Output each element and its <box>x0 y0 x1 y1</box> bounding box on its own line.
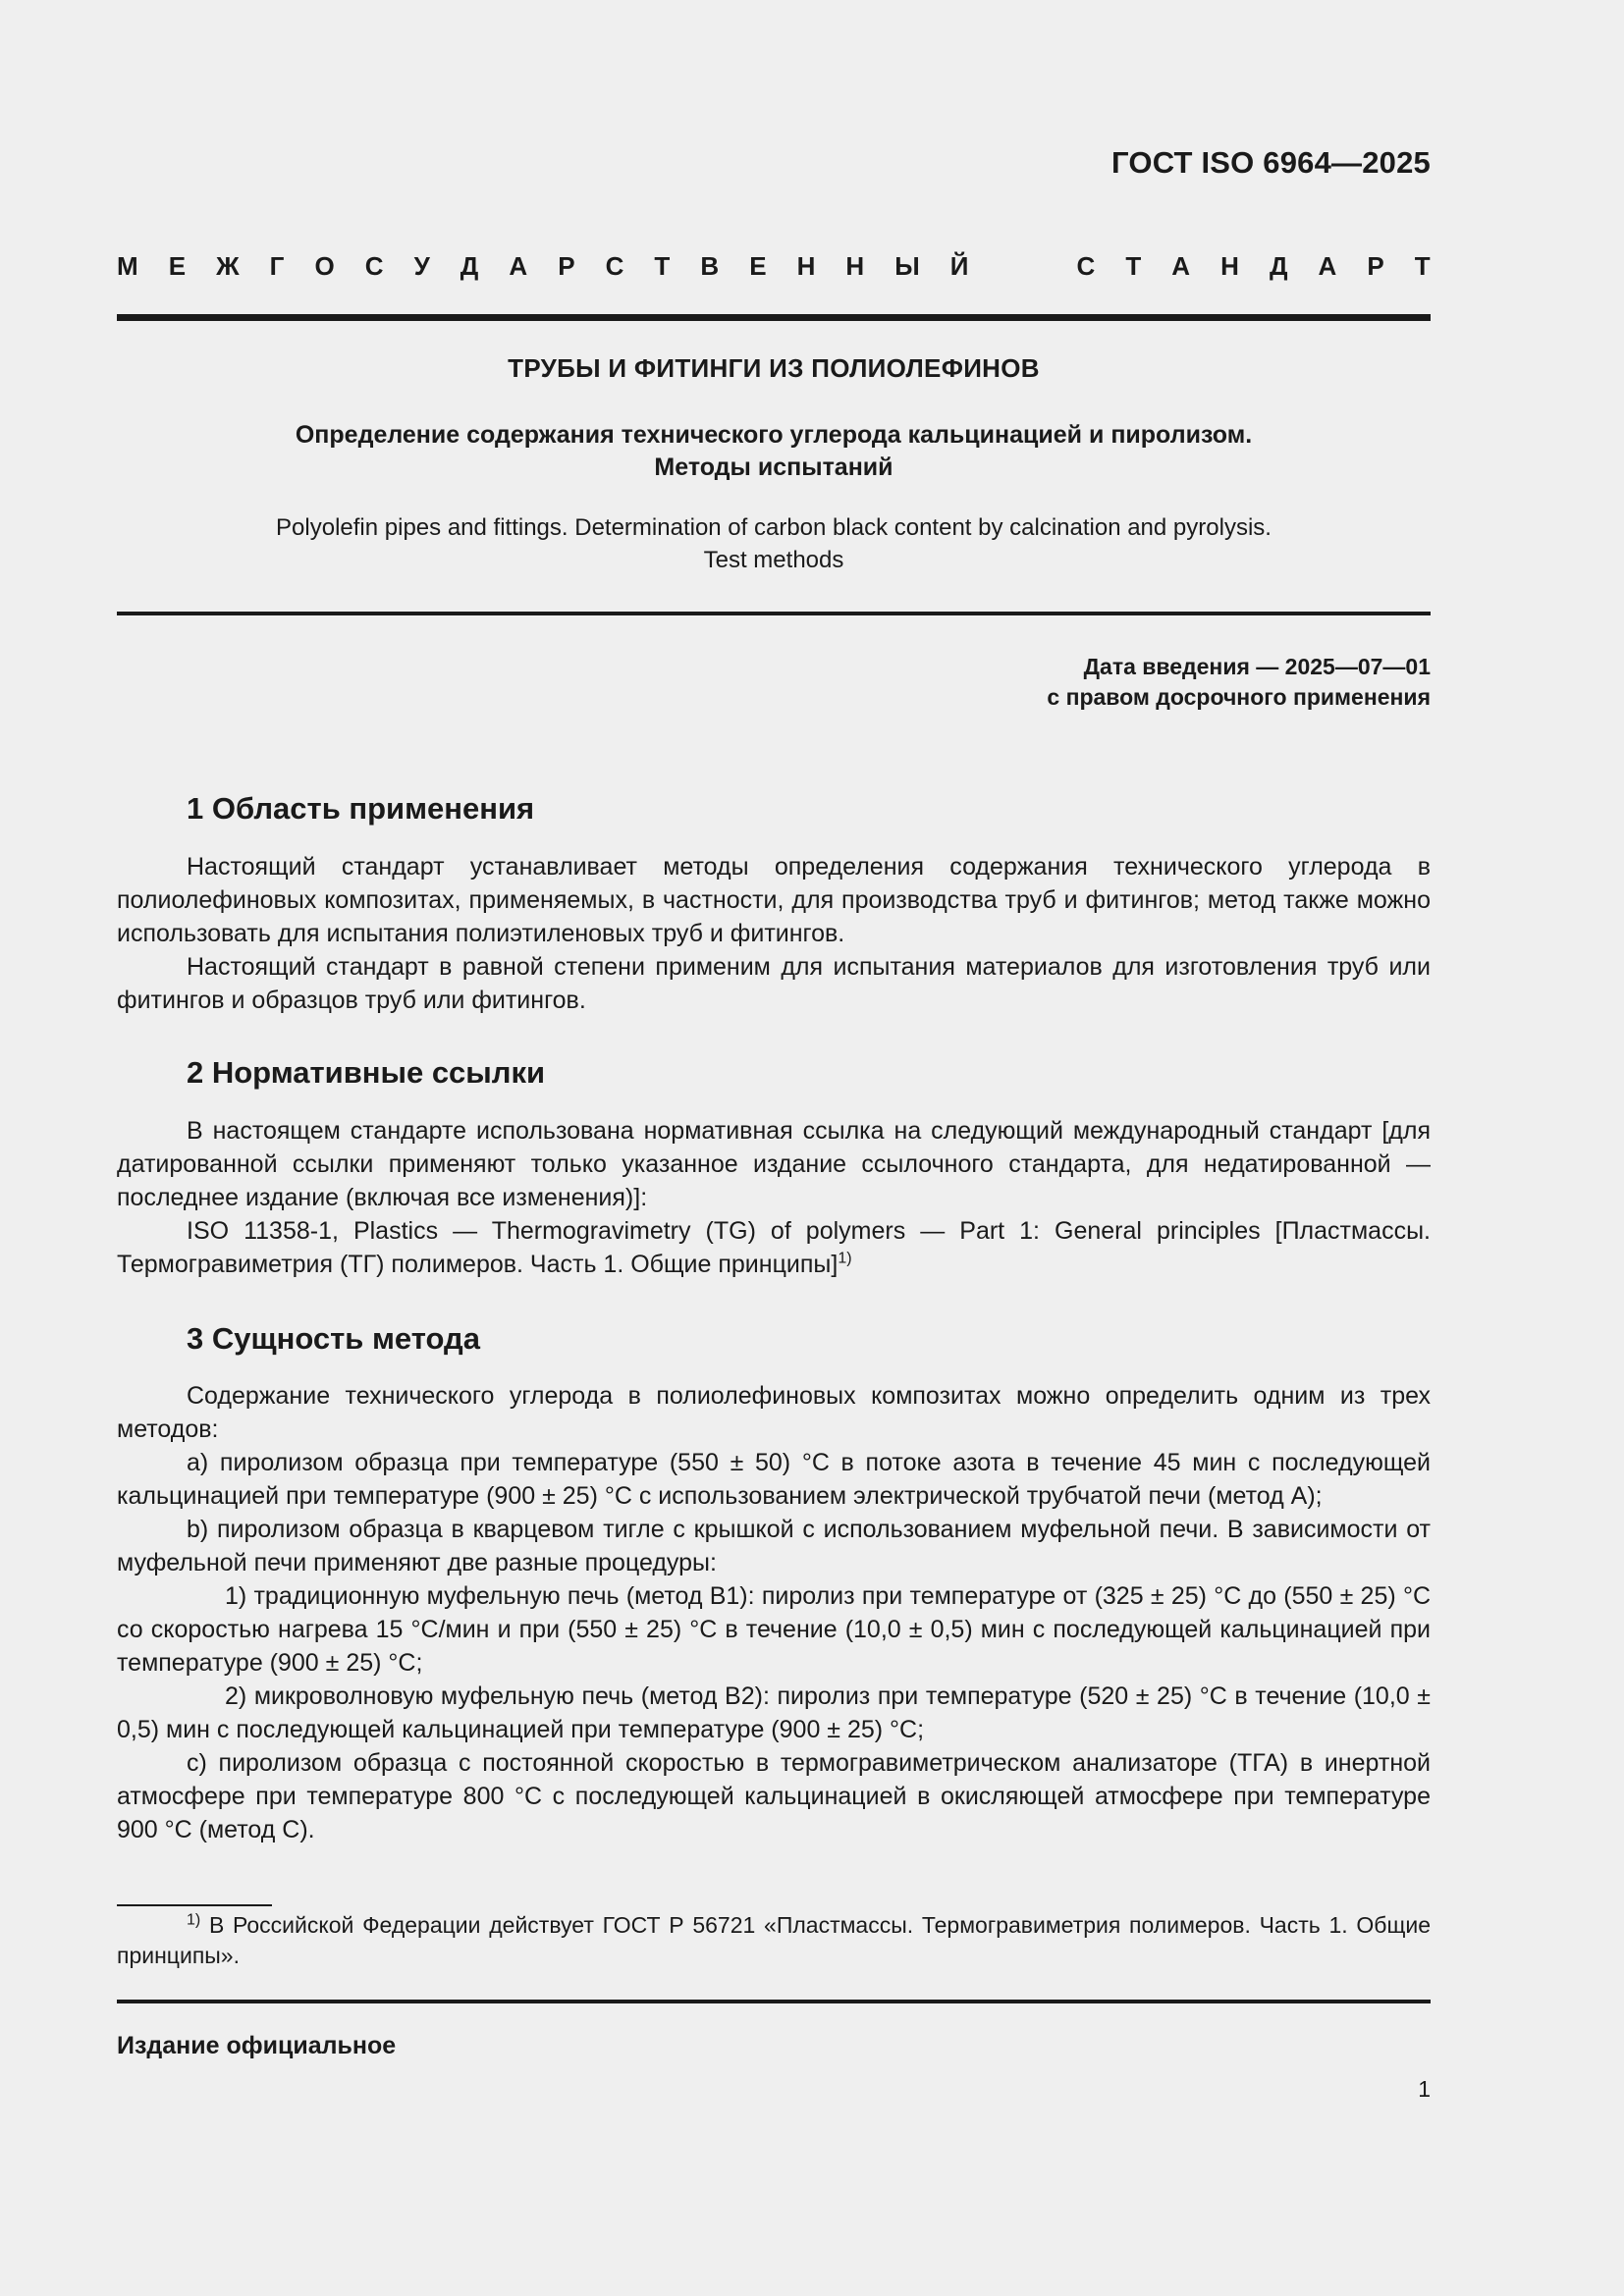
standard-type-letter: Т <box>1414 251 1431 281</box>
section-1-heading: 1 Область применения <box>187 791 535 826</box>
standard-type-letter: Г <box>269 251 285 281</box>
section-3-body <box>117 1379 1431 1846</box>
standard-type-letter: С <box>364 251 384 281</box>
standard-type-letter: Ж <box>216 251 240 281</box>
standard-type-letter: Н <box>1220 251 1239 281</box>
standard-type-letter: О <box>314 251 335 281</box>
standard-type <box>117 251 1431 282</box>
document-page <box>117 0 1431 2296</box>
title-rule <box>117 612 1431 615</box>
title-main: ТРУБЫ И ФИТИНГИ ИЗ ПОЛИОЛЕФИНОВ <box>508 353 1040 383</box>
section-2-body <box>117 1114 1431 1281</box>
official-edition-label: Издание официальное <box>117 2032 397 2059</box>
method-b1-item: 1) традиционную муфельную печь (метод В1): пиролиз при температуре от (325 ± 25) °С до (550 ± 25) °С со скоростью нагрева 15 °С/мин и при (550 ± 25) °С в течение (10,0 ± 0,5) мин с последующей кальцинацией при температуре (900 ± 25) °С; <box>117 1582 1431 1677</box>
section-3-paragraph-1: Содержание технического углерода в полиолефиновых композитах можно определить одним из трех методов: <box>117 1382 1431 1443</box>
title-sub-line1: Определение содержания технического углерода кальцинацией и пиролизом. <box>295 421 1253 449</box>
method-a-item: a) пиролизом образца при температуре (550 ± 50) °С в потоке азота в течение 45 мин с последующей кальцинацией при температуре (900 ± 25) °С с использованием электрической трубчатой печи (метод А); <box>117 1449 1431 1510</box>
standard-type-letter: М <box>117 251 138 281</box>
method-b-item: b) пиролизом образца в кварцевом тигле с крышкой с использованием муфельной печи. В зависимости от муфельной печи применяют две разные процедуры: <box>117 1516 1431 1576</box>
footnote-marker: 1) <box>838 1250 852 1267</box>
standard-type-letter: Е <box>168 251 187 281</box>
standard-type-letter: Й <box>949 251 969 281</box>
introduction-date-line: Дата введения — 2025—07—01 <box>1083 654 1431 679</box>
standard-type-letter: С <box>605 251 624 281</box>
standard-type-letter: Н <box>845 251 865 281</box>
title-english-line2: Test methods <box>703 547 844 573</box>
standard-type-letter: А <box>1318 251 1337 281</box>
standard-type-letter: Р <box>1367 251 1384 281</box>
standard-type-letter: У <box>413 251 430 281</box>
method-c-item: c) пиролизом образца с постоянной скоростью в термогравиметрическом анализаторе (ТГА) в инертной атмосфере при температуре 800 °С с последующей кальцинацией в окисляющей атмосфере при температуре 900 °С (метод С). <box>117 1749 1431 1843</box>
section-1-paragraph-1: Настоящий стандарт устанавливает методы определения содержания технического углерода в полиолефиновых композитах, применяемых, в частности, для производства труб и фитингов; метод также можно использовать для испытания полиэтиленовых труб и фитингов. <box>117 853 1431 947</box>
section-2-heading: 2 Нормативные ссылки <box>187 1055 546 1090</box>
section-2-reference <box>117 1214 1431 1281</box>
introduction-date <box>1047 652 1431 713</box>
reference-text: ISO 11358-1, Plastics — Thermogravimetry (TG) of polymers — Part 1: General principles [Пластмассы. Термогравиметрия (ТГ) полимеров. Часть 1. Общие принципы] <box>117 1217 1431 1278</box>
footnote-text: В Российской Федерации действует ГОСТ Р 56721 «Пластмассы. Термогравиметрия полимеров. Часть 1. Общие принципы». <box>117 1912 1432 1968</box>
method-b2-item: 2) микроволновую муфельную печь (метод В2): пиролиз при температуре (520 ± 25) °С в течение (10,0 ± 0,5) мин с последующей кальцинацией при температуре (900 ± 25) °С; <box>117 1682 1431 1743</box>
document-number: ГОСТ ISO 6964—2025 <box>1111 145 1431 180</box>
section-1-body <box>117 850 1431 1017</box>
footnote <box>117 1910 1431 1971</box>
standard-type-letter: С <box>1076 251 1096 281</box>
footnote-separator <box>117 1904 272 1906</box>
early-application-line: с правом досрочного применения <box>1047 684 1431 710</box>
standard-type-letter: А <box>509 251 528 281</box>
section-1-paragraph-2: Настоящий стандарт в равной степени применим для испытания материалов для изготовления труб или фитингов и образцов труб или фитингов. <box>117 953 1431 1014</box>
title-sub <box>117 419 1431 484</box>
standard-type-word-gap <box>999 251 1046 282</box>
standard-type-letter: Д <box>460 251 479 281</box>
standard-type-letter: А <box>1171 251 1191 281</box>
standard-type-letter: Д <box>1269 251 1288 281</box>
title-english-line1: Polyolefin pipes and fittings. Determination of carbon black content by calcination and pyrolysis. <box>276 514 1272 541</box>
title-sub-line2: Методы испытаний <box>654 454 893 481</box>
footer-rule <box>117 2000 1431 2003</box>
page-number: 1 <box>1418 2076 1431 2102</box>
header-rule <box>117 314 1431 321</box>
footnote-number: 1) <box>187 1911 201 1929</box>
standard-type-letter: Р <box>558 251 575 281</box>
standard-type-letter: Н <box>796 251 816 281</box>
standard-type-letter: Т <box>654 251 671 281</box>
standard-type-letter: В <box>700 251 720 281</box>
title-english <box>117 511 1431 576</box>
standard-type-letter: Т <box>1125 251 1142 281</box>
section-3-heading: 3 Сущность метода <box>187 1321 480 1356</box>
standard-type-letter: Ы <box>894 251 920 281</box>
section-2-paragraph-1: В настоящем стандарте использована нормативная ссылка на следующий международный стандарт [для датированной ссылки применяют только указанное издание ссылочного стандарта, для недатированной — последнее издание (включая все изменения)]: <box>117 1117 1431 1211</box>
standard-type-letter: Е <box>749 251 767 281</box>
